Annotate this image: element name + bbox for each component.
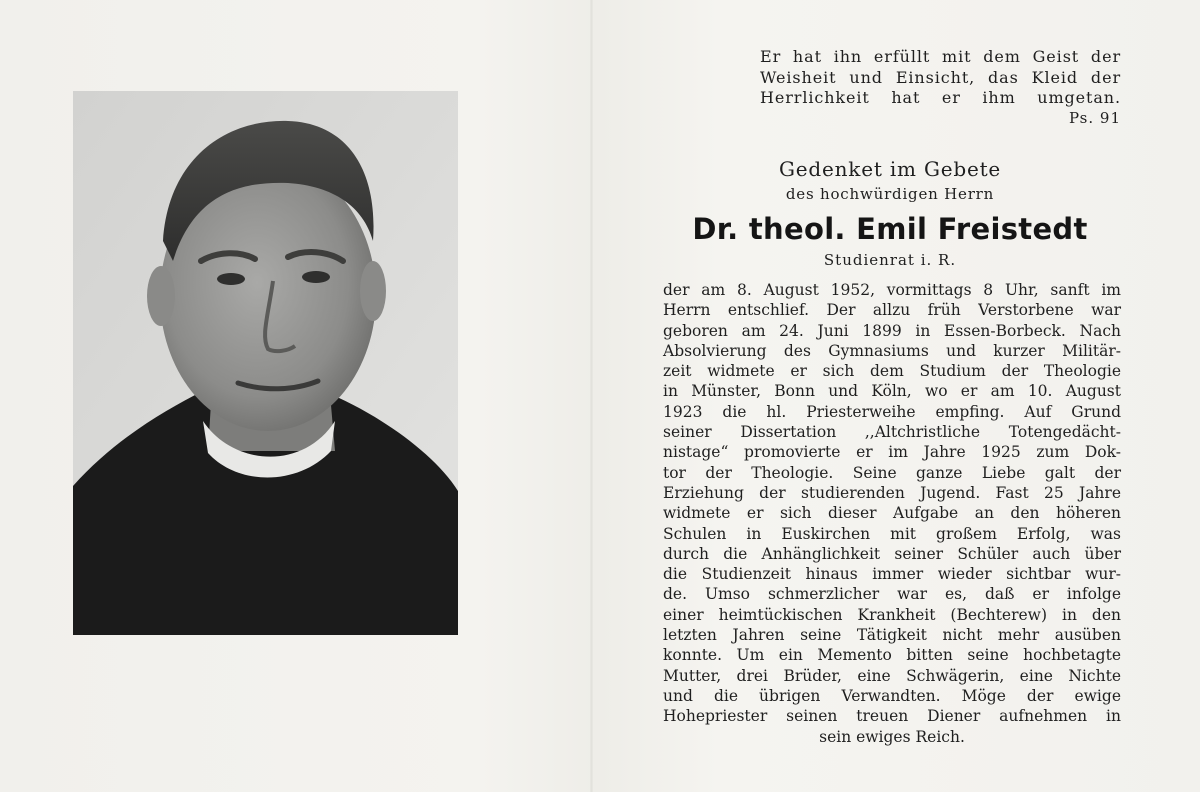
text-line: Hohepriester seinen treuen Diener aufnehmen in bbox=[663, 707, 1121, 726]
deceased-title: Studienrat i. R. bbox=[823, 251, 957, 269]
text-line: nistage“ promovierte er im Jahre 1925 zum Dok- bbox=[663, 443, 1121, 462]
portrait-photo bbox=[73, 91, 458, 635]
text-line: geboren am 24. Juni 1899 in Essen-Borbeck. Nach bbox=[663, 321, 1121, 340]
psalm-verse bbox=[760, 47, 1121, 109]
text-line: 1923 die hl. Priesterweihe empfing. Auf Grund bbox=[663, 402, 1121, 421]
heading-line1: Gedenket im Gebete bbox=[778, 157, 1002, 181]
text-line: zeit widmete er sich dem Studium der Theologie bbox=[663, 362, 1121, 381]
deceased-name: Dr. theol. Emil Freistedt bbox=[692, 212, 1088, 246]
text-line: Schulen in Euskirchen mit großem Erfolg, was bbox=[663, 524, 1121, 543]
text-line: Mutter, drei Brüder, eine Schwägerin, eine Nichte bbox=[663, 666, 1121, 685]
text-line: widmete er sich dieser Aufgabe an den höheren bbox=[663, 504, 1121, 523]
text-line: Erziehung der studierenden Jugend. Fast 25 Jahre bbox=[663, 483, 1121, 502]
verse-line: Weisheit und Einsicht, das Kleid der bbox=[760, 67, 1121, 87]
text-line: Absolvierung des Gymnasiums und kurzer Militär- bbox=[663, 341, 1121, 360]
text-line: die Studienzeit hinaus immer wieder sichtbar wur- bbox=[663, 565, 1121, 584]
text-line: Herrn entschlief. Der allzu früh Verstorbene war bbox=[663, 301, 1121, 320]
center-fold bbox=[590, 0, 593, 792]
text-line: konnte. Um ein Memento bitten seine hochbetagte bbox=[663, 646, 1121, 665]
text-line: de. Umso schmerzlicher war es, daß er infolge bbox=[663, 585, 1121, 604]
obituary-text bbox=[663, 280, 1121, 747]
portrait-image bbox=[73, 91, 458, 635]
heading-line2: des hochwürdigen Herrn bbox=[785, 185, 995, 203]
text-line: tor der Theologie. Seine ganze Liebe galt der bbox=[663, 463, 1121, 482]
text-line: in Münster, Bonn und Köln, wo er am 10. August bbox=[663, 382, 1121, 401]
text-line: durch die Anhänglichkeit seiner Schüler auch über bbox=[663, 544, 1121, 563]
text-line: letzten Jahren seine Tätigkeit nicht mehr ausüben bbox=[663, 626, 1121, 645]
verse-reference: Ps. 91 bbox=[1068, 109, 1121, 127]
text-line: und die übrigen Verwandten. Möge der ewige bbox=[663, 686, 1121, 705]
text-line: einer heimtückischen Krankheit (Bechterew) in den bbox=[663, 605, 1121, 624]
verse-line: Er hat ihn erfüllt mit dem Geist der bbox=[760, 47, 1121, 66]
text-line: seiner Dissertation ,,Altchristliche Totengedächt- bbox=[663, 423, 1121, 442]
verse-line: Herrlichkeit hat er ihm umgetan. bbox=[760, 88, 1121, 107]
text-line: der am 8. August 1952, vormittags 8 Uhr, sanft im bbox=[663, 281, 1121, 299]
text-line: sein ewiges Reich. bbox=[819, 727, 965, 746]
